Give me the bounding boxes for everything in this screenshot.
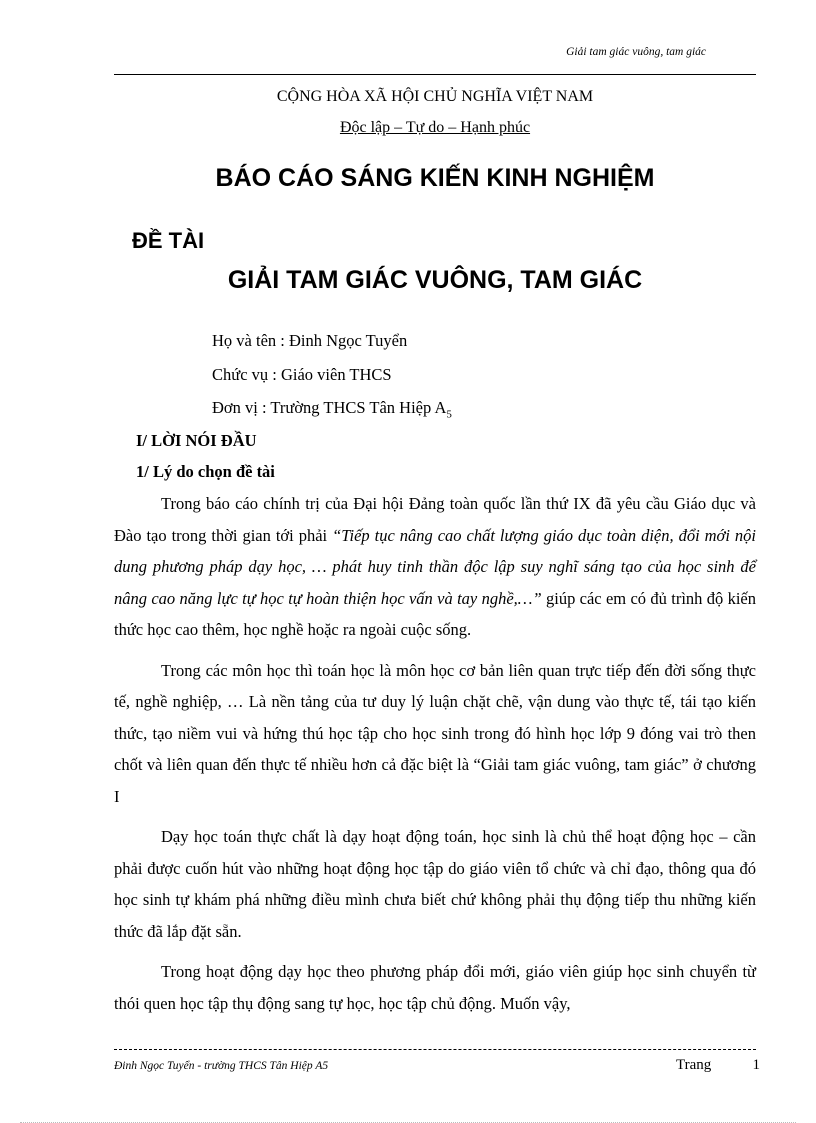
footer-page (676, 1057, 760, 1074)
report-title: BÁO CÁO SÁNG KIẾN KINH NGHIỆM (215, 164, 655, 192)
author-position: Chức vụ : Giáo viên THCS (212, 365, 392, 384)
section-heading: I/ LỜI NÓI ĐẦU (136, 431, 257, 450)
running-header: Giải tam giác vuông, tam giác (566, 46, 706, 58)
p1-quote: “Tiếp tục nâng cao chất lượng giáo dục toàn diện, đổi mới nội dung phương pháp dạy học, … phát huy tinh thần độc lập suy nghĩ sáng tạo của học sinh để nâng cao năng lực tự học tự hoàn thiện học vấn và tay nghề,…” (114, 525, 756, 608)
footer-author: Đinh Ngọc Tuyển - trường THCS Tân Hiệp A5 (114, 1060, 329, 1072)
paragraph-3: Dạy học toán thực chất là dạy hoạt động toán, học sinh là chủ thể hoạt động học – cần phải được cuốn hút vào những hoạt động học tập do giáo viên tổ chức và chỉ đạo, thông qua đó học sinh tự khám phá những điều mình chưa biết chứ không phải thụ động tiếp thu những kiến thức đã lắp đặt sẵn. (114, 827, 756, 941)
body-text (114, 488, 756, 1019)
paragraph-2: Trong các môn học thì toán học là môn học cơ bản liên quan trực tiếp đến đời sống thực tế, nghề nghiệp, … Là nền tảng của tư duy lý luận chặt chẽ, vận dung vào thực tế, tái tạo kiến thức, tạo niềm vui và hứng thú học tập cho học sinh trong đó hình học lớp 9 đóng vai trò then chốt và liên quan đến thực tế nhiều hơn cả đặc biệt là “Giải tam giác vuông, tam giác” ở chương I (114, 660, 756, 806)
author-unit-subscript: 5 (446, 408, 452, 421)
topic-label: ĐỀ TÀI (132, 228, 205, 253)
nation-title: CỘNG HÒA XÃ HỘI CHỦ NGHĨA VIỆT NAM (276, 88, 594, 105)
paragraph-4: Trong hoạt động dạy học theo phương pháp đổi mới, giáo viên giúp học sinh chuyển từ thói quen học tập thụ động sang tự học, học tập chủ động. Muốn vậy, (114, 962, 756, 1013)
page-label: Trang (676, 1057, 712, 1073)
national-motto: Độc lập – Tự do – Hạnh phúc (339, 119, 531, 136)
subsection-heading: 1/ Lý do chọn đề tài (136, 462, 275, 481)
topic-title: GIẢI TAM GIÁC VUÔNG, TAM GIÁC (227, 266, 643, 294)
paragraph-1 (114, 488, 756, 646)
page-number: 1 (752, 1057, 760, 1073)
author-unit (212, 398, 452, 420)
p1-end: giúp các em có đủ trình độ kiến thức học cao thêm, học nghề hoặc ra ngoài cuộc sống. (114, 588, 757, 639)
p1-start: Trong báo cáo chính trị của Đại hội Đảng toàn quốc lần thứ IX đã yêu cầu Giáo dục và Đào tạo trong thời gian tới phải (114, 494, 756, 545)
author-name: Họ và tên : Đinh Ngọc Tuyển (212, 331, 408, 350)
author-unit-text: Đơn vị : Trường THCS Tân Hiệp A (212, 398, 447, 417)
header-rule (114, 74, 756, 75)
footer-rule (114, 1049, 756, 1050)
